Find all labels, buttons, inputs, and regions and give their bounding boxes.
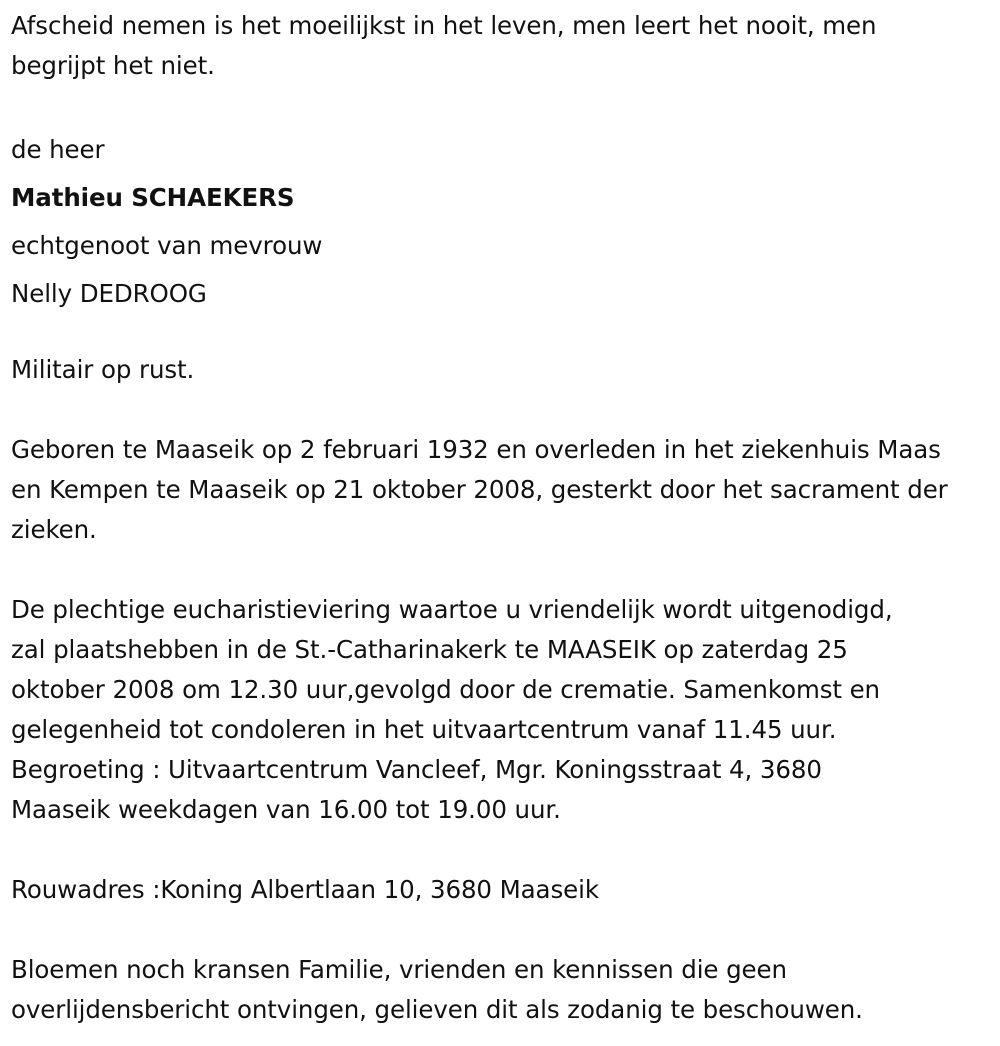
closing-line: Bloemen noch kransen Familie, vrienden en kennissen die geen bbox=[11, 955, 787, 984]
spacer bbox=[11, 550, 991, 590]
obituary-notice bbox=[11, 6, 991, 1030]
birth-death-paragraph: Geboren te Maaseik op 2 februari 1932 en overleden in het ziekenhuis Maas en Kempen te Maaseik op 21 oktober 2008, gesterkt door het sacrament der zieken. bbox=[11, 435, 948, 544]
ceremony-line: zal plaatshebben in de St.-Catharinakerk te MAASEIK op zaterdag 25 bbox=[11, 635, 848, 664]
honorific: de heer bbox=[11, 135, 105, 164]
spacer bbox=[11, 830, 991, 870]
ceremony-line: gelegenheid tot condoleren in het uitvaartcentrum vanaf 11.45 uur. bbox=[11, 715, 837, 744]
spouse-name: Nelly DEDROOG bbox=[11, 279, 207, 308]
opening-quote: Afscheid nemen is het moeilijkst in het leven, men leert het nooit, men begrijpt het niet. bbox=[11, 11, 877, 80]
spouse-relation: echtgenoot van mevrouw bbox=[11, 231, 323, 260]
ceremony-line: oktober 2008 om 12.30 uur,gevolgd door de crematie. Samenkomst en bbox=[11, 675, 880, 704]
ceremony-line: Maaseik weekdagen van 16.00 tot 19.00 uur. bbox=[11, 795, 561, 824]
deceased-name: Mathieu SCHAEKERS bbox=[11, 183, 295, 212]
spacer bbox=[11, 390, 991, 430]
spacer bbox=[11, 910, 991, 950]
occupation: Militair op rust. bbox=[11, 355, 195, 384]
spacer bbox=[11, 318, 991, 350]
spacer bbox=[11, 86, 991, 126]
mourning-address: Rouwadres :Koning Albertlaan 10, 3680 Maaseik bbox=[11, 875, 599, 904]
closing-line: overlijdensbericht ontvingen, gelieven dit als zodanig te beschouwen. bbox=[11, 995, 863, 1024]
ceremony-paragraph bbox=[11, 590, 991, 830]
ceremony-line: De plechtige eucharistieviering waartoe u vriendelijk wordt uitgenodigd, bbox=[11, 595, 893, 624]
ceremony-line: Begroeting : Uitvaartcentrum Vancleef, Mgr. Koningsstraat 4, 3680 bbox=[11, 755, 822, 784]
closing-paragraph bbox=[11, 950, 991, 1030]
